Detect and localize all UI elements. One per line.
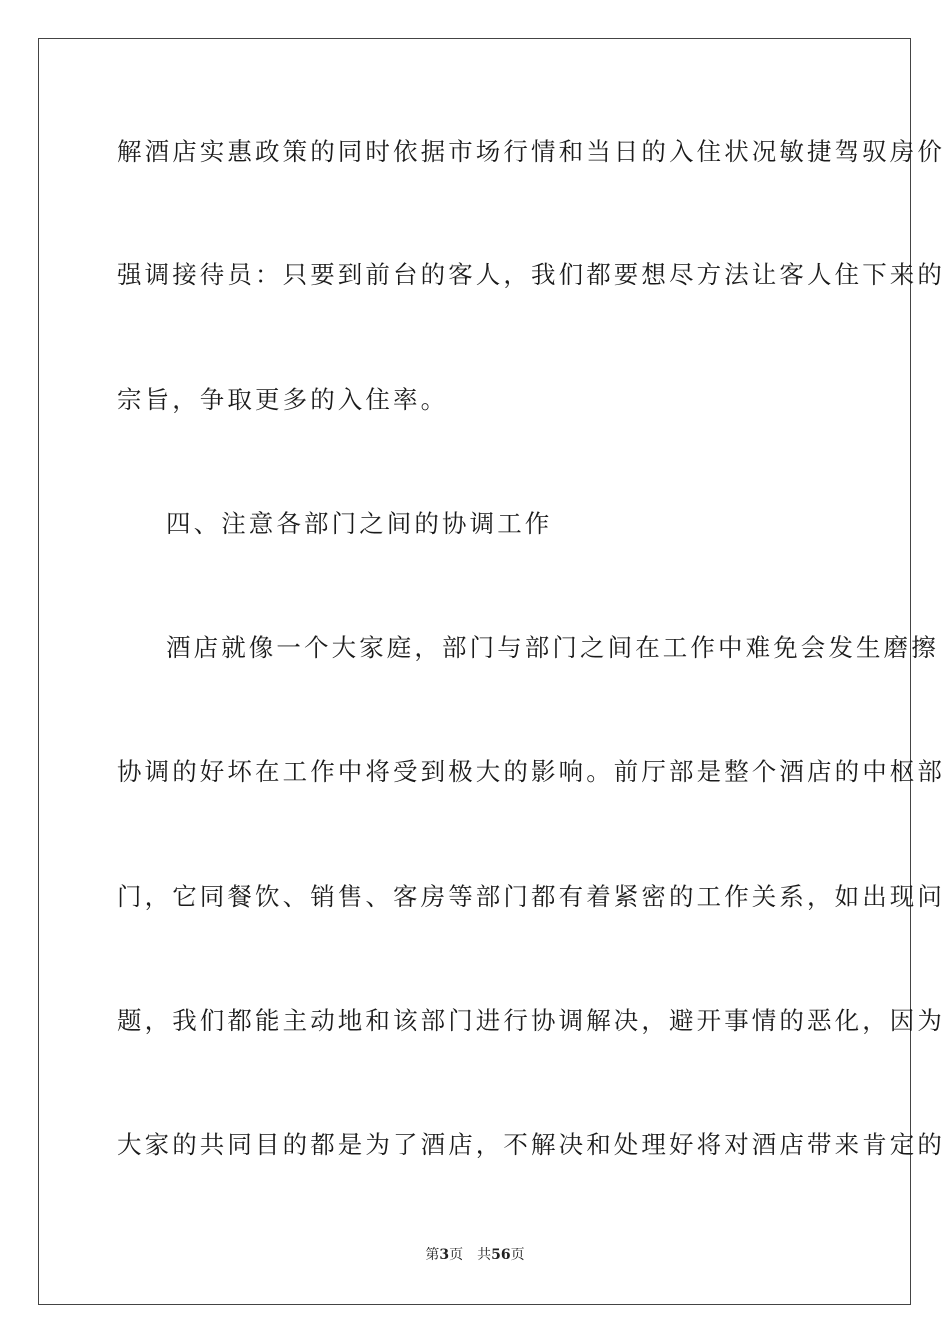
body-text-line: 解酒店实惠政策的同时依据市场行情和当日的入住状况敏捷驾驭房价 (117, 137, 945, 166)
total-prefix: 共 (477, 1247, 492, 1263)
page-suffix: 页 (449, 1247, 464, 1263)
body-text-line: 大家的共同目的都是为了酒店，不解决和处理好将对酒店带来肯定的 (117, 1130, 945, 1159)
body-text-line: 强调接待员：只要到前台的客人，我们都要想尽方法让客人住下来的 (117, 260, 945, 289)
page-frame (38, 38, 945, 1305)
body-text-line: 题，我们都能主动地和该部门进行协调解决，避开事情的恶化，因为 (117, 1006, 945, 1035)
total-suffix: 页 (510, 1247, 525, 1263)
body-text-line: 门，它同餐饮、销售、客房等部门都有着紧密的工作关系，如出现问 (117, 882, 945, 911)
page-footer (0, 1246, 950, 1264)
body-text-line: 宗旨，争取更多的入住率。 (117, 385, 449, 414)
current-page-number: 3 (439, 1247, 450, 1263)
body-text-line: 酒店就像一个大家庭，部门与部门之间在工作中难免会发生磨擦 (166, 633, 939, 662)
section-heading: 四、注意各部门之间的协调工作 (166, 509, 553, 538)
body-text-line: 协调的好坏在工作中将受到极大的影响。前厅部是整个酒店的中枢部 (117, 757, 945, 786)
page-prefix: 第 (425, 1247, 440, 1263)
total-page-count: 56 (491, 1247, 511, 1263)
